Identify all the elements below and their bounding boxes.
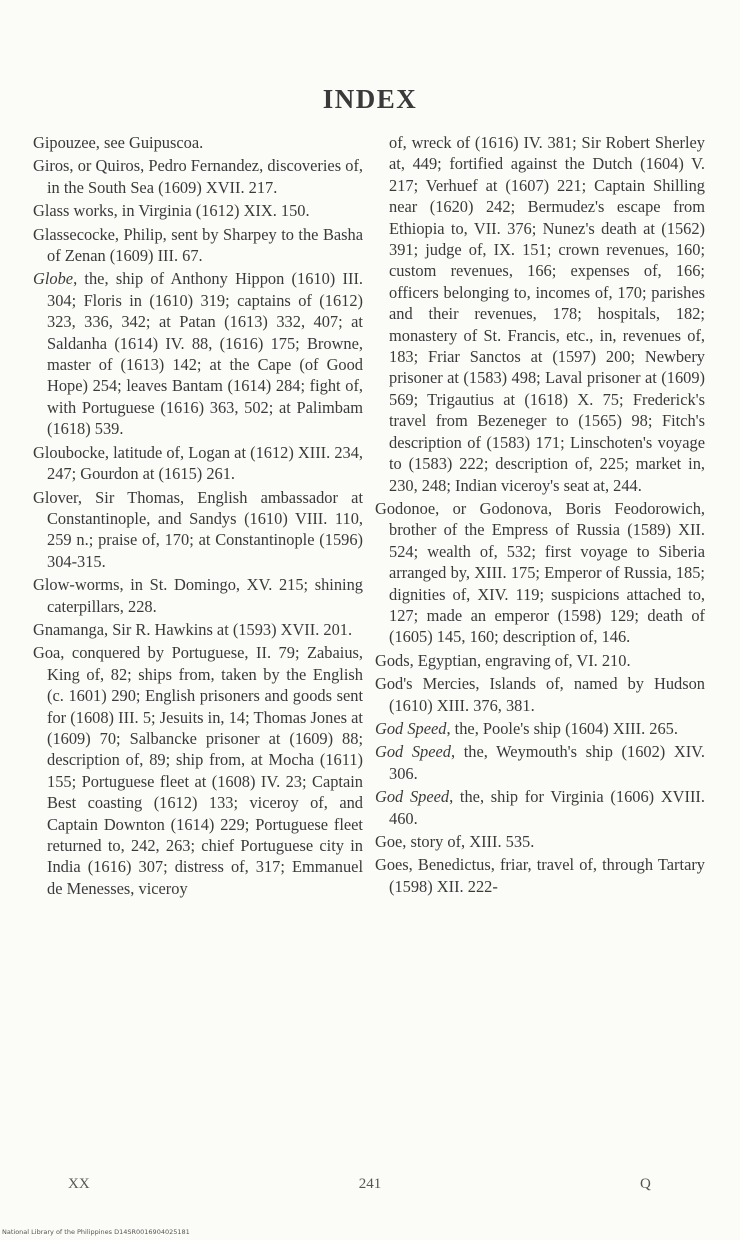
entry-heading-italic: Globe <box>33 269 74 289</box>
entry-text: Gods, Egyptian, engraving of, VI. 210. <box>375 650 631 670</box>
entry-text: Godonoe, or Godonova, Boris Feodorowich, brother of the Empress of Russia (1589) XII. 524; wealth of, 532; first voyage to Siberia arranged by, XIII. 175; Emperor of Russia, 185; dignities of, XIV. 119; suspicions attached to, 127; made an emperor (1598) 129; death of (1605) 145, 160; description of, 146. <box>375 498 705 647</box>
entry-text: God's Mercies, Islands of, named by Hudson (1610) XIII. 376, 381. <box>375 674 705 715</box>
index-entry <box>375 650 705 671</box>
index-entry <box>33 200 363 221</box>
right-column <box>375 132 705 899</box>
index-entry <box>375 854 705 897</box>
index-entry <box>375 831 705 852</box>
index-entry <box>33 487 363 573</box>
index-entry <box>33 442 363 485</box>
entry-text: Giros, or Quiros, Pedro Fernandez, discoveries of, in the South Sea (1609) XVII. 217. <box>33 156 363 197</box>
page-title: INDEX <box>322 84 418 114</box>
left-column <box>33 132 363 901</box>
index-entry <box>33 155 363 198</box>
page-footer <box>0 1176 740 1200</box>
index-entry <box>33 132 363 153</box>
entry-heading-italic: God Speed <box>375 787 450 807</box>
entry-text: Glass works, in Virginia (1612) XIX. 150. <box>33 201 310 221</box>
index-entry <box>33 619 363 640</box>
index-entry <box>375 786 705 829</box>
index-entry <box>33 268 363 439</box>
entry-text: Glow-worms, in St. Domingo, XV. 215; shining caterpillars, 228. <box>33 575 363 616</box>
entry-heading-italic: God Speed <box>375 742 451 762</box>
entry-text: Gnamanga, Sir R. Hawkins at (1593) XVII. 201. <box>33 619 353 639</box>
entry-text: of, wreck of (1616) IV. 381; Sir Robert Sherley at, 449; fortified against the Dutch (1604) V. 217; Verhuef at (1607) 221; Captain Shilling near (1620) 242; Bermudez's escape from Ethiopia to, VII. 376; Nunez's death at (1562) 391; judge of, IX. 151; crown revenues, 160; custom revenues, 166; expenses of, 166; officers belonging to, incomes of, 170; parishes and their revenues, 178; hospitals, 182; monastery of St. Francis, etc., in, revenues of, 183; Friar Sanctos at (1597) 200; Newbery prisoner at (1583) 498; Laval prisoner at (1609) 569; Trigautius at (1618) X. 75; Frederick's travel from Bezeneger to (1565) 98; Fitch's description of (1583) 171; Linschoten's voyage to (1583) 222; description of, 225; market in, 230, 248; Indian viceroy's seat at, 244. <box>389 133 705 495</box>
index-entry <box>33 642 363 899</box>
entry-text: Glover, Sir Thomas, English ambassador at Constantinople, and Sandys (1610) VIII. 110, 259 n.; praise of, 170; at Constantinople (1596) 304-315. <box>33 487 363 571</box>
index-entry <box>375 673 705 716</box>
index-entry <box>375 132 705 496</box>
page-number: 241 <box>358 1176 382 1192</box>
index-entry <box>33 224 363 267</box>
index-entry <box>33 574 363 617</box>
entry-text: Goa, conquered by Portuguese, II. 79; Zabaius, King of, 82; ships from, taken by the English (c. 1601) 290; English prisoners and goods sent for (1608) III. 5; Jesuits in, 14; Thomas Jones at (1609) 70; Salbancke prisoner at (1609) 88; description of, 89; ship from, at Mocha (1611) 155; Portuguese fleet at (1608) IV. 23; Captain Best coasting (1612) 133; viceroy of, and Captain Downton (1614) 229; Portuguese fleet returned to, 242, 263; chief Portuguese city in India (1616) 307; distress of, 317; Emmanuel de Menesses, viceroy <box>33 643 363 898</box>
entry-text: Glassecocke, Philip, sent by Sharpey to the Basha of Zenan (1609) III. 67. <box>33 224 363 266</box>
entry-text: , the, ship of Anthony Hippon (1610) III. 304; Floris in (1610) 319; captains of (1612) 323, 336, 342; at Patan (1613) 332, 407; at Saldanha (1614) IV. 88, (1616) 175; Browne, master of (1613) 142; at the Cape (of Good Hope) 254; leaves Bantam (1614) 284; fight of, with Portuguese (1616) 363, 502; at Palimbam (1618) 539. <box>47 269 363 439</box>
entry-text: Goes, Benedictus, friar, travel of, through Tartary (1598) XII. 222- <box>375 855 705 896</box>
index-entry <box>375 741 705 784</box>
entry-text: Goe, story of, XIII. 535. <box>375 832 535 851</box>
entry-text: , the, Poole's ship (1604) XIII. 265. <box>446 718 678 738</box>
entry-text: , the, Weymouth's ship (1602) XIV. 306. <box>389 742 705 783</box>
entry-heading-italic: God Speed <box>375 718 447 738</box>
signature-mark-right: Q <box>640 1176 651 1192</box>
signature-mark-left: XX <box>68 1176 90 1192</box>
entry-text: , the, ship for Virginia (1606) XVIII. 460. <box>389 787 705 828</box>
index-entry <box>375 718 705 739</box>
entry-text: Gipouzee, see Guipuscoa. <box>33 133 204 152</box>
entry-text: Gloubocke, latitude of, Logan at (1612) XIII. 234, 247; Gourdon at (1615) 261. <box>33 442 363 484</box>
scan-credit: National Library of the Philippines D14SR0016904025181 <box>2 1228 190 1236</box>
index-entry <box>375 498 705 648</box>
